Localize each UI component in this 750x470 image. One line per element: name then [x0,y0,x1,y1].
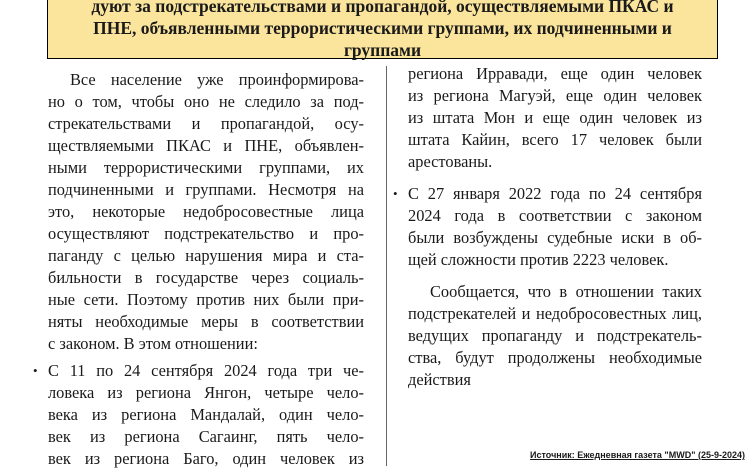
text-line: стрекательствами и пропагандой, осу- [48,114,364,133]
headline-line-3: группами [343,40,422,60]
text-line: век из региона Сагаинг, пять чело- [48,427,364,446]
right-column [393,64,702,391]
text-line: ные сети. Поэтому против них были при- [48,290,364,309]
text-line: ведущих пропаганду и подстрекатель- [408,326,702,345]
text-line: но о том, чтобы оно не следило за под- [48,92,364,111]
intro-paragraph [48,69,364,355]
text-line: ловека из региона Янгон, четыре чело- [48,383,364,402]
text-line: с законом. В этом отношении: [48,334,258,353]
text-line: штата Кайин, всего 17 человек были [408,130,702,149]
text-line: С 11 по 24 сентября 2024 года три че- [48,361,364,380]
text-line: из штата Мон и еще один человек из [408,108,702,127]
text-line: века из региона Мандалай, один чело- [48,405,364,424]
text-line: век из региона Баго, один человек из [48,449,364,468]
text-line: няты необходимые меры в соответствии [48,312,364,331]
text-line: ществляемыми ПКАС и ПНЕ, объявлен- [48,136,364,155]
headline-line-1: дуют за подстрекательствами и пропагандой, осуществляемыми ПКАС и [91,0,674,16]
left-column [33,69,364,470]
text-line: С 27 января 2022 года по 24 сентября [408,184,702,203]
text-line: ными террористическими группами, их [48,158,364,177]
bullet-icon: • [33,363,38,378]
text-line: ства, будут продолжены необходимые [408,348,702,367]
text-line: бильности в государстве через социаль- [48,268,364,287]
text-line: из региона Магуэй, еще один человек [408,86,702,105]
bullet-item-lawsuits [393,183,702,271]
text-line: Сообщается, что в отношении таких [430,282,702,301]
text-line: Все население уже проинформирова- [70,70,364,89]
headline-box [47,0,718,59]
text-line: осуществляют подстрекательство и про- [48,224,364,243]
text-line: действия [408,370,471,389]
closing-paragraph [408,281,702,391]
source-credit: Источник: Ежедневная газета "MWD" (25-9-2024) [530,450,745,460]
text-line: подстрекателей и недобросовестных лиц, [408,304,702,323]
bullet-icon: • [393,186,398,201]
text-line: подчиненными и группами. Несмотря на [48,180,364,199]
bullet-item-arrests [33,360,364,470]
text-line: арестованы. [408,152,493,171]
text-line: это, некоторые недобросовестные лица [48,202,364,221]
headline-line-2: ПНЕ, объявленными террористическими группами, их подчиненными и [93,18,672,38]
column-divider [386,66,387,466]
bullet-continuation [408,63,702,173]
text-line: паганду с целью нарушения мира и ста- [48,246,364,265]
text-line: щей сложности против 2223 человек. [408,250,669,269]
text-line: региона Ирравади, еще один человек [408,64,702,83]
text-line: были возбуждены судебные иски в об- [408,228,702,247]
text-line: 2024 года в соответствии с законом [408,206,702,225]
